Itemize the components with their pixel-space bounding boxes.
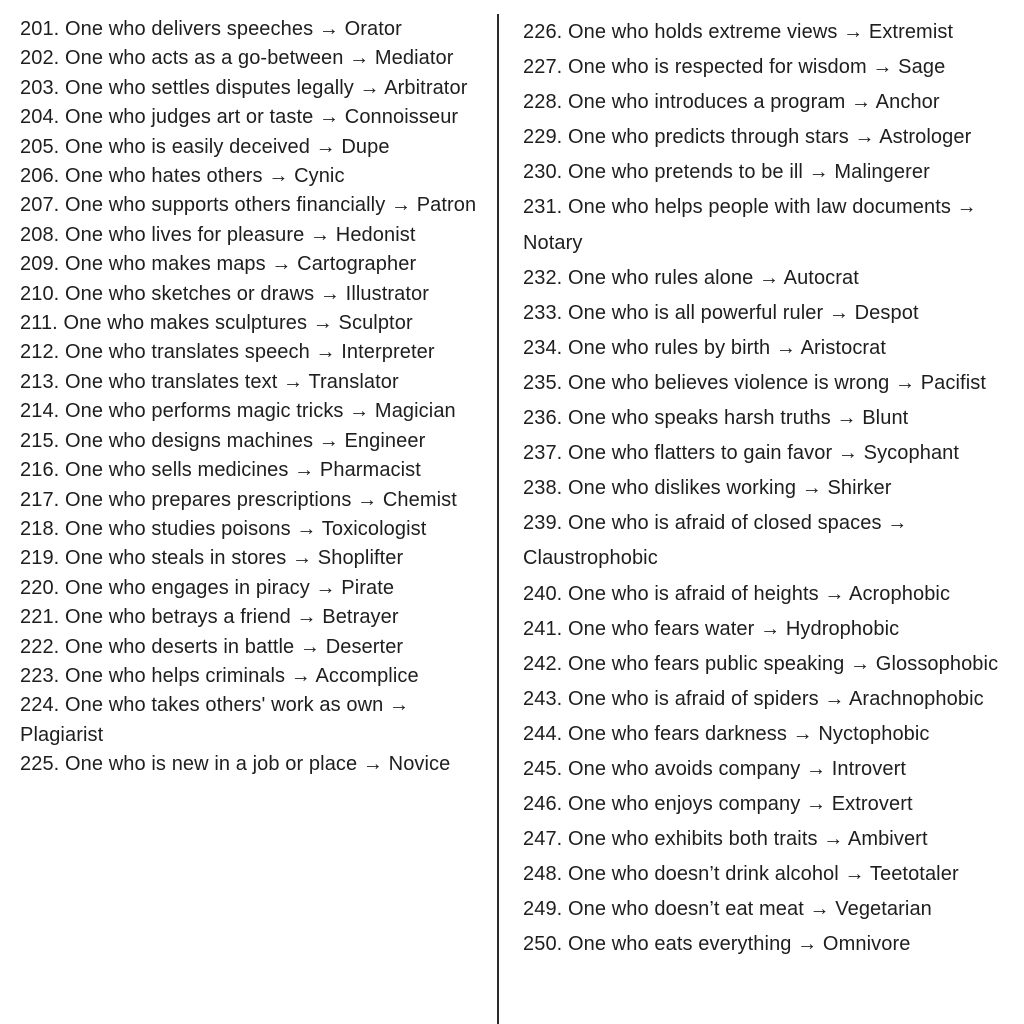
list-item: 234. One who rules by birth → Aristocrat (523, 336, 887, 359)
list-item: 216. One who sells medicines → Pharmacist (20, 459, 421, 482)
list-item: 214. One who performs magic tricks → Magician (20, 400, 456, 423)
right-column (523, 0, 1018, 963)
list-item: 239. One who is afraid of closed spaces → Claustrophobic (523, 512, 908, 570)
list-item: 247. One who exhibits both traits → Ambivert (523, 828, 928, 851)
list-item: 217. One who prepares prescriptions → Chemist (20, 488, 457, 511)
list-item: 230. One who pretends to be ill → Malingerer (523, 161, 930, 184)
list-item: 213. One who translates text → Translator (20, 370, 399, 393)
list-item: 231. One who helps people with law documents → Notary (523, 196, 977, 254)
list-item: 232. One who rules alone → Autocrat (523, 266, 859, 289)
list-item: 212. One who translates speech → Interpreter (20, 341, 435, 364)
list-item: 241. One who fears water → Hydrophobic (523, 617, 900, 640)
list-item: 201. One who delivers speeches → Orator (20, 18, 402, 40)
list-item: 221. One who betrays a friend → Betrayer (20, 606, 399, 629)
list-item: 220. One who engages in piracy → Pirate (20, 576, 395, 599)
list-item: 225. One who is new in a job or place → Novice (20, 753, 451, 776)
list-item: 205. One who is easily deceived → Dupe (20, 135, 390, 158)
list-item: 240. One who is afraid of heights → Acrophobic (523, 582, 951, 605)
list-item: 224. One who takes others' work as own → Plagiarist (20, 694, 410, 746)
list-item: 246. One who enjoys company → Extrovert (523, 793, 913, 816)
list-item: 235. One who believes violence is wrong → Pacifist (523, 371, 987, 394)
list-item: 218. One who studies poisons → Toxicologist (20, 517, 427, 540)
list-item: 250. One who eats everything → Omnivore (523, 933, 911, 956)
list-item: 226. One who holds extreme views → Extremist (523, 21, 954, 43)
list-item: 207. One who supports others financially → Patron (20, 194, 477, 217)
list-item: 228. One who introduces a program → Anchor (523, 91, 940, 114)
list-item: 238. One who dislikes working → Shirker (523, 477, 892, 500)
list-item: 242. One who fears public speaking → Glossophobic (523, 652, 999, 675)
left-column (20, 0, 482, 780)
list-item: 223. One who helps criminals → Accomplice (20, 664, 419, 687)
list-item: 229. One who predicts through stars → Astrologer (523, 126, 972, 149)
list-item: 244. One who fears darkness → Nyctophobic (523, 722, 930, 745)
column-divider (497, 14, 499, 1024)
list-item: 210. One who sketches or draws → Illustrator (20, 282, 430, 305)
list-item: 203. One who settles disputes legally → Arbitrator (20, 76, 468, 99)
list-item: 236. One who speaks harsh truths → Blunt (523, 407, 909, 430)
list-item: 209. One who makes maps → Cartographer (20, 253, 417, 276)
list-item: 249. One who doesn’t eat meat → Vegetarian (523, 898, 932, 921)
list-item: 222. One who deserts in battle → Deserter (20, 635, 404, 658)
list-item: 211. One who makes sculptures → Sculptor (20, 312, 413, 335)
list-item: 215. One who designs machines → Engineer (20, 429, 426, 452)
list-item: 202. One who acts as a go-between → Mediator (20, 47, 454, 70)
list-item: 245. One who avoids company → Introvert (523, 757, 906, 780)
list-item: 206. One who hates others → Cynic (20, 165, 345, 188)
list-item: 204. One who judges art or taste → Connoisseur (20, 106, 459, 129)
list-item: 243. One who is afraid of spiders → Arachnophobic (523, 687, 984, 710)
list-item: 219. One who steals in stores → Shoplifter (20, 547, 404, 570)
list-item: 248. One who doesn’t drink alcohol → Teetotaler (523, 863, 959, 886)
list-item: 227. One who is respected for wisdom → Sage (523, 56, 946, 79)
list-item: 237. One who flatters to gain favor → Sycophant (523, 442, 960, 465)
list-item: 208. One who lives for pleasure → Hedonist (20, 223, 416, 246)
list-item: 233. One who is all powerful ruler → Despot (523, 301, 919, 324)
